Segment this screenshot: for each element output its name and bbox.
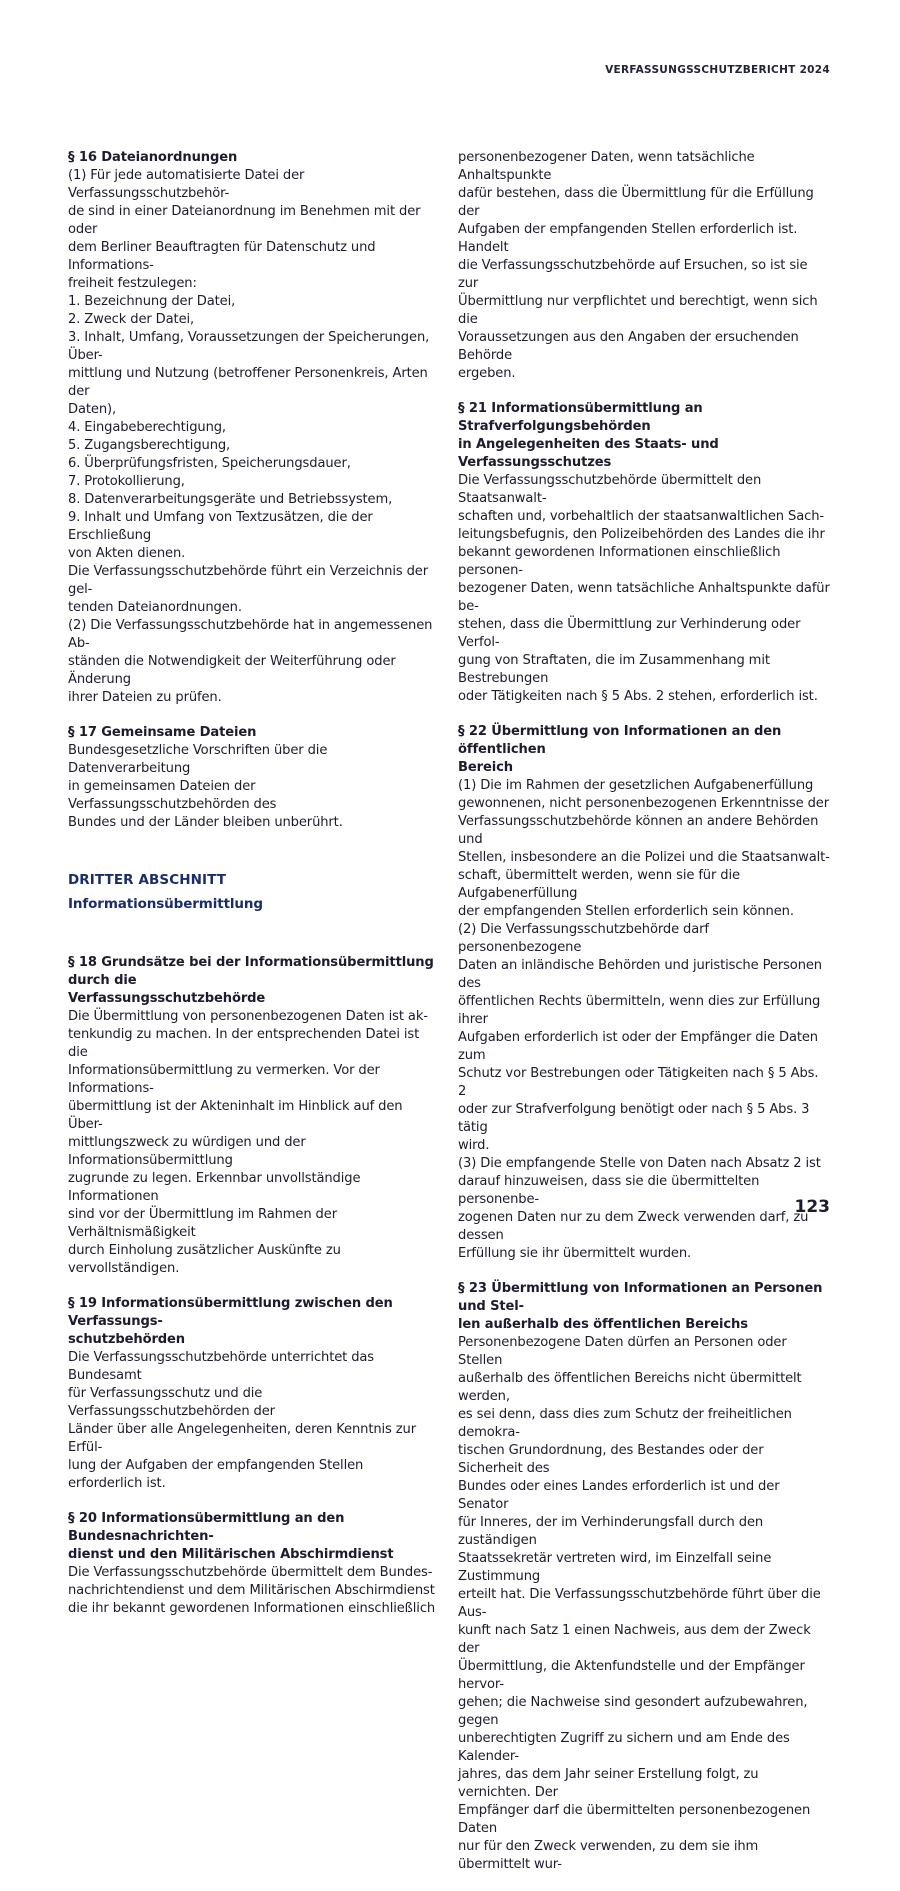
section-20 <box>68 1510 440 1618</box>
section-heading: § 16 Dateianordnungen <box>68 150 238 165</box>
section-16 <box>68 149 440 707</box>
running-header-title: VERFASSUNGSSCHUTZBERICHT 2024 <box>605 64 830 76</box>
section-18 <box>68 954 440 1278</box>
chapter-title: DRITTER ABSCHNITT <box>68 872 227 888</box>
section-17 <box>68 724 440 832</box>
page-number: 123 <box>794 1197 830 1217</box>
section-body: Die Verfassungsschutzbehörde übermittelt dem Bundes- nachrichtendienst und dem Militärischen Abschirmdienst die ihr bekannt gewordenen Informationen einschließlich <box>68 1565 436 1616</box>
section-body: Bundesgesetzliche Vorschriften über die Datenverarbeitung in gemeinsamen Dateien der Verfassungsschutzbehörden des Bundes und der Länder bleiben unberührt. <box>68 743 343 830</box>
section-heading: § 22 Übermittlung von Informationen an den öffentlichen Bereich <box>458 724 782 775</box>
section-heading: § 23 Übermittlung von Informationen an Personen und Stel- len außerhalb des öffentlichen Bereichs <box>458 1281 823 1332</box>
section-body: Personenbezogene Daten dürfen an Personen oder Stellen außerhalb des öffentlichen Bereichs nicht übermittelt werden, es sei denn, dass dies zum Schutz der freiheitlichen demokra- tischen Grundordnung, des Bestandes oder der Sicherheit des Bundes oder eines Landes erforderlich ist und der Senator für Inneres, der im Verhinderungsfall durch den zuständigen Staatssekretär vertreten wird, im Einzelfall seine Zustimmung erteilt hat. Die Verfassungsschutzbehörde führt über die Aus- kunft nach Satz 1 einen Nachweis, aus dem der Zweck der Übermittlung, die Aktenfundstelle und der Empfänger hervor- gehen; die Nachweise sind gesondert aufzubewahren, gegen unberechtigten Zugriff zu sichern und am Ende des Kalender- jahres, das dem Jahr seiner Erstellung folgt, zu vernichten. Der Empfänger darf die übermittelten personenbezogenen Daten nur für den Zweck verwenden, zu dem sie ihm übermittelt wur- <box>458 1335 821 1872</box>
section-20-continued <box>458 149 830 383</box>
section-heading: § 19 Informationsübermittlung zwischen den Verfassungs- schutzbehörden <box>68 1296 393 1347</box>
section-body: (1) Für jede automatisierte Datei der Verfassungsschutzbehör- de sind in einer Dateianordnung im Benehmen mit der oder dem Berliner Beauftragten für Datenschutz und Informations- freiheit festzulegen: 1. Bezeichnung der Datei, 2. Zweck der Datei, 3. Inhalt, Umfang, Voraussetzungen der Speicherungen, Über- mittlung und Nutzung (betroffener Personenkreis, Arten der Daten), 4. Eingabeberechtigung, 5. Zugangsberechtigung, 6. Überprüfungsfristen, Speicherungsdauer, 7. Protokollierung, 8. Datenverarbeitungsgeräte und Betriebssystem, 9. Inhalt und Umfang von Textzusätzen, die der Erschließung von Akten dienen. Die Verfassungsschutzbehörde führt ein Verzeichnis der gel- tenden Dateianordnungen. (2) Die Verfassungsschutzbehörde hat in angemessenen Ab- ständen die Notwendigkeit der Weiterführung oder Änderung ihrer Dateien zu prüfen. <box>68 168 433 705</box>
section-heading: § 17 Gemeinsame Dateien <box>68 725 257 740</box>
section-22 <box>458 723 830 1263</box>
chapter-subtitle: Informationsübermittlung <box>68 896 263 912</box>
section-body: Die Verfassungsschutzbehörde übermittelt den Staatsanwalt- schaften und, vorbehaltlich der staatsanwaltlichen Sach- leitungsbefugnis, den Polizeibehörden des Landes die ihr bekannt gewordenen Informationen einschließlich personen- bezogener Daten, wenn tatsächliche Anhaltspunkte dafür be- stehen, dass die Übermittlung zur Verhinderung oder Verfol- gung von Straftaten, die im Zusammenhang mit Bestrebungen oder Tätigkeiten nach § 5 Abs. 2 stehen, erforderlich ist. <box>458 473 830 704</box>
section-body: Die Verfassungsschutzbehörde unterrichtet das Bundesamt für Verfassungsschutz und die Verfassungsschutzbehörden der Länder über alle Angelegenheiten, deren Kenntnis zur Erfül- lung der Aufgaben der empfangenden Stellen erforderlich ist. <box>68 1350 416 1491</box>
section-body: Die Übermittlung von personenbezogenen Daten ist ak- tenkundig zu machen. In der entsprechenden Datei ist die Informationsübermittlung zu vermerken. Vor der Informations- übermittlung ist der Akteninhalt im Hinblick auf den Über- mittlungszweck zu würdigen und der Informationsübermittlung zugrunde zu legen. Erkennbar unvollständige Informationen sind vor der Übermittlung im Rahmen der Verhältnismäßigkeit durch Einholung zusätzlicher Auskünfte zu vervollständigen. <box>68 1009 428 1276</box>
section-heading: § 18 Grundsätze bei der Informationsübermittlung durch die Verfassungsschutzbehörde <box>68 955 434 1006</box>
chapter-heading <box>68 870 440 914</box>
section-21 <box>458 400 830 706</box>
section-heading: § 21 Informationsübermittlung an Strafverfolgungsbehörden in Angelegenheiten des Staats- und Verfassungsschutzes <box>458 401 719 470</box>
section-23 <box>458 1280 830 1874</box>
section-body: (1) Die im Rahmen der gesetzlichen Aufgabenerfüllung gewonnenen, nicht personenbezogenen Erkenntnisse der Verfassungsschutzbehörde können an andere Behörden und Stellen, insbesondere an die Polizei und die Staatsanwalt- schaft, übermittelt werden, wenn sie für die Aufgabenerfüllung der empfangenden Stellen erforderlich sein können. (2) Die Verfassungsschutzbehörde darf personenbezogene Daten an inländische Behörden und juristische Personen des öffentlichen Rechts übermitteln, wenn dies zur Erfüllung ihrer Aufgaben erforderlich ist oder der Empfänger die Daten zum Schutz vor Bestrebungen oder Tätigkeiten nach § 5 Abs. 2 oder zur Strafverfolgung benötigt oder nach § 5 Abs. 3 tätig wird. (3) Die empfangende Stelle von Daten nach Absatz 2 ist darauf hinzuweisen, dass sie die übermittelten personenbe- zogenen Daten nur zu dem Zweck verwenden darf, zu dessen Erfüllung sie ihr übermittelt wurden. <box>458 778 830 1261</box>
section-heading: § 20 Informationsübermittlung an den Bundesnachrichten- dienst und den Militärischen Abschirmdienst <box>68 1511 394 1562</box>
section-19 <box>68 1295 440 1493</box>
section-body: personenbezogener Daten, wenn tatsächliche Anhaltspunkte dafür bestehen, dass die Übermittlung für die Erfüllung der Aufgaben der empfangenden Stellen erforderlich ist. Handelt die Verfassungsschutzbehörde auf Ersuchen, so ist sie zur Übermittlung nur verpflichtet und berechtigt, wenn sich die Voraussetzungen aus den Angaben der ersuchenden Behörde ergeben. <box>458 150 818 381</box>
right-column <box>458 149 830 1891</box>
left-column <box>68 149 440 1635</box>
